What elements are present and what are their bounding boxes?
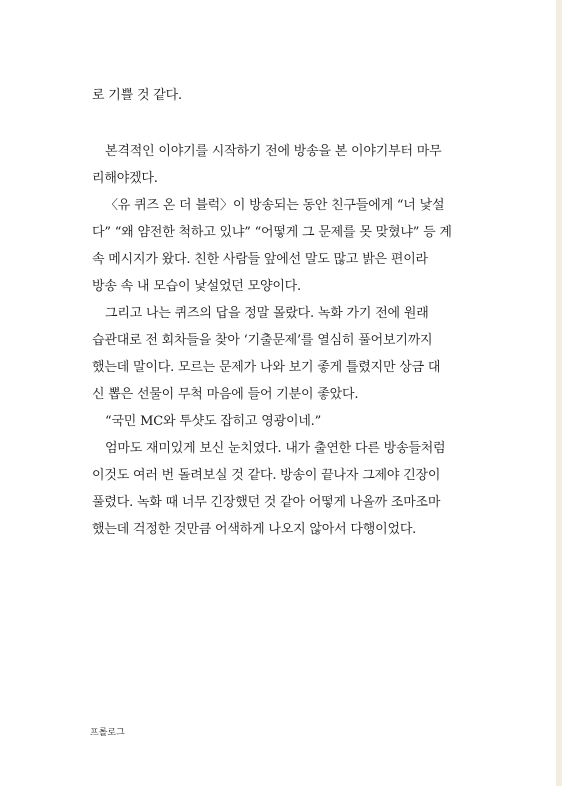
text-line: 풀렸다. 녹화 때 너무 긴장했던 것 같아 어떻게 나올까 조마조마	[92, 495, 441, 510]
text-line: 이것도 여러 번 돌려보실 것 같다. 방송이 끝나자 그제야 긴장이	[92, 468, 441, 483]
text-line: 했는데 말이다. 모르는 문제가 나와 보기 좋게 틀렸지만 상금 대	[92, 360, 441, 375]
text-block-continuation	[92, 82, 476, 109]
text-line: “국민 MC와 투샷도 잡히고 영광이네.”	[105, 414, 322, 429]
text-line: 신 뽑은 선물이 무척 마음에 들어 기분이 좋았다.	[92, 387, 359, 402]
text-line: 〈유 퀴즈 온 더 블럭〉이 방송되는 동안 친구들에게 “너 낯설	[105, 198, 445, 213]
page-edge	[556, 0, 562, 786]
running-footer-section: 프롤로그	[90, 728, 125, 738]
text-line: 로 기쁠 것 같다.	[92, 88, 182, 103]
text-line: 그리고 나는 퀴즈의 답을 정말 몰랐다. 녹화 가기 전에 원래	[105, 306, 429, 321]
text-line: 리해야겠다.	[92, 171, 158, 186]
text-line: 했는데 걱정한 것만큼 어색하게 나오지 않아서 다행이었다.	[92, 522, 417, 537]
text-line: 다” “왜 얌전한 척하고 있냐” “어떻게 그 문제를 못 맞혔냐” 등 계	[92, 225, 452, 240]
text-line: 엄마도 재미있게 보신 눈치였다. 내가 출연한 다른 방송들처럼	[105, 441, 446, 456]
text-line: 속 메시지가 왔다. 친한 사람들 앞에선 말도 많고 밝은 편이라	[92, 252, 428, 267]
text-line: 방송 속 내 모습이 낯설었던 모양이다.	[92, 279, 301, 294]
text-line: 본격적인 이야기를 시작하기 전에 방송을 본 이야기부터 마무	[105, 144, 442, 159]
text-line: 습관대로 전 회차들을 찾아 ‘기출문제’를 열심히 풀어보기까지	[92, 333, 433, 348]
text-block-body	[92, 138, 476, 543]
